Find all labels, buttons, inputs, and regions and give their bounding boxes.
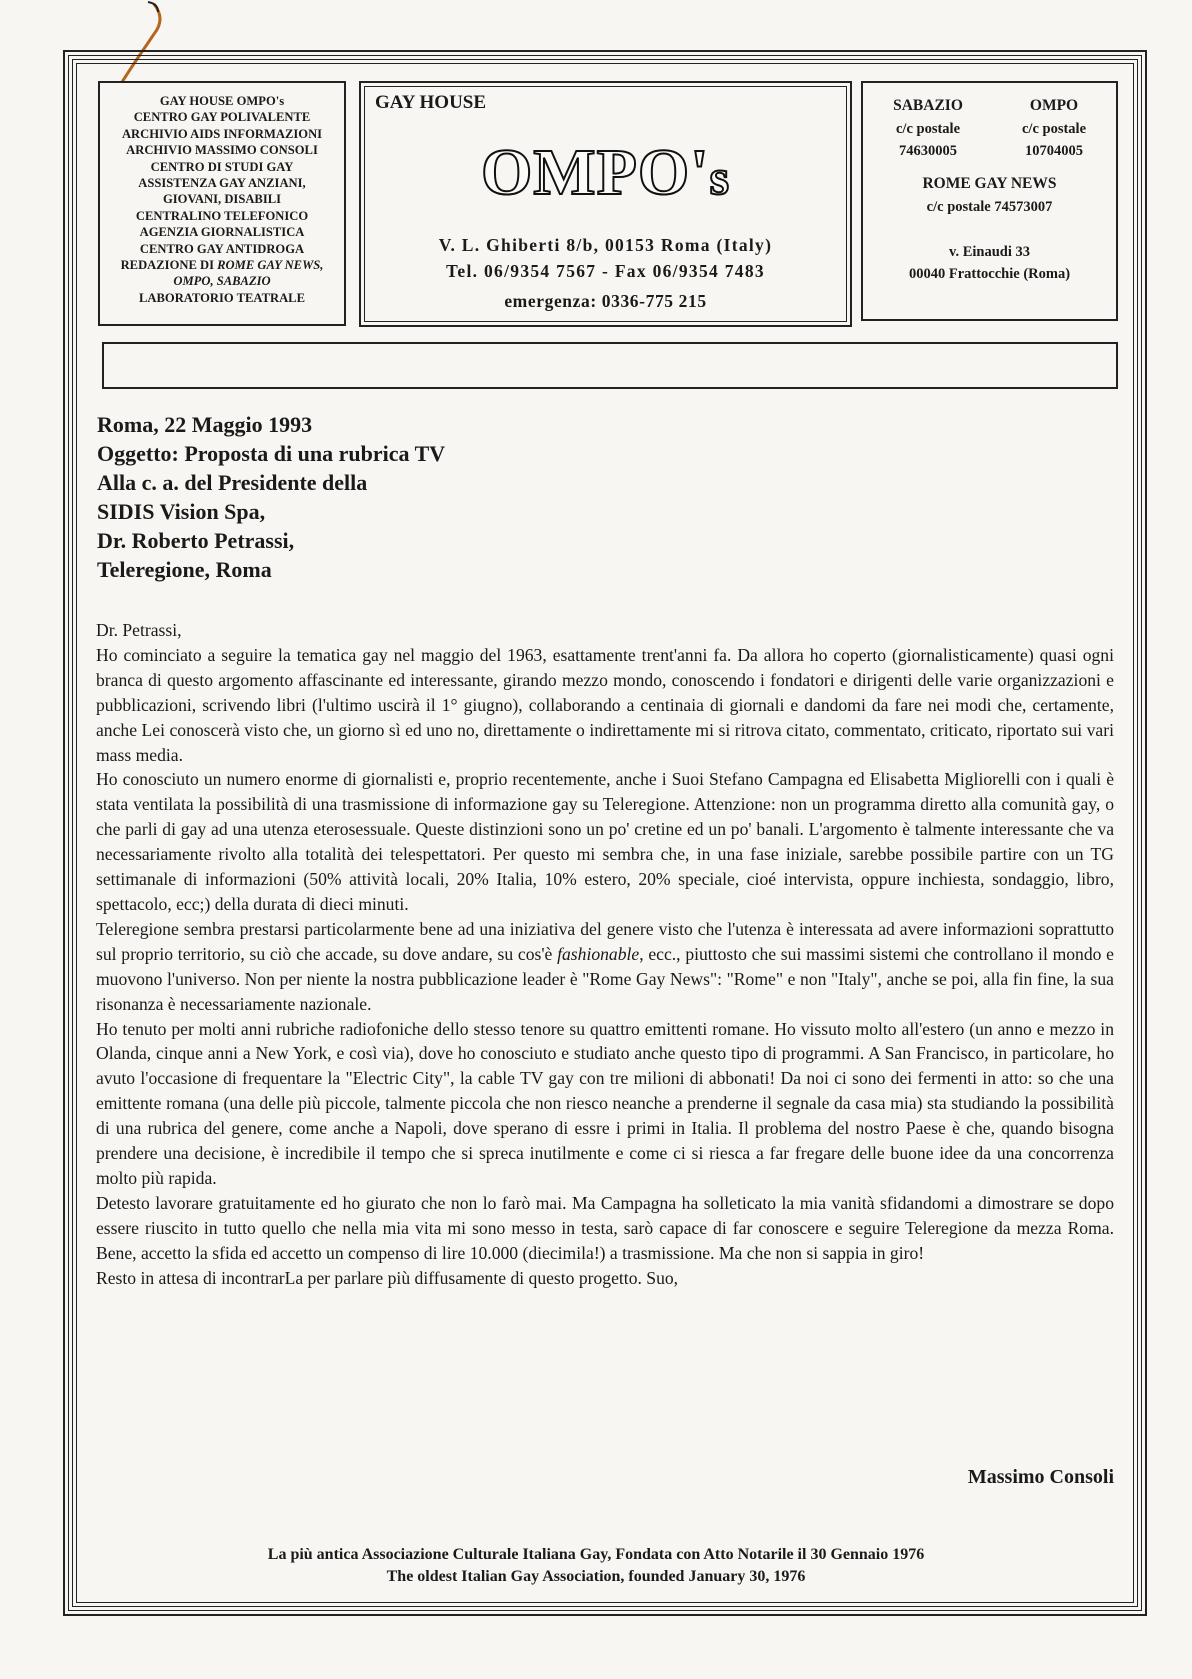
sabazio-title: SABAZIO	[893, 97, 963, 114]
letterhead-address: V. L. Ghiberti 8/b, 00153 Roma (Italy)	[438, 235, 773, 255]
service-line: ASSISTENZA GAY ANZIANI,	[138, 176, 306, 191]
letter-date: Roma, 22 Maggio 1993	[97, 412, 313, 437]
footer-english: The oldest Italian Gay Association, founded January 30, 1976	[386, 1568, 806, 1585]
signature: Massimo Consoli	[967, 1466, 1114, 1488]
letterhead-label: GAY HOUSE	[375, 92, 487, 113]
sabazio-number: 74630005	[899, 143, 957, 159]
service-line: CENTRALINO TELEFONICO	[135, 208, 309, 223]
letter-attn: Alla c. a. del Presidente della	[97, 470, 368, 495]
paragraph: Detesto lavorare gratuitamente ed ho giurato che non lo farò mai. Ma Campagna ha solleticato la mia vanità sfidandomi a dimostrare se dopo essere riuscito in tutto quello che nella mia vita mi sono messo in testa, sarò capace di far conoscere e seguire Teleregione da mezza Roma. Bene, accetto la sfida ed accetto un compenso di lire 10.000 (diecimila!) a trasmissione. Ma che non si sappia in giro!	[96, 1192, 1114, 1263]
accounts-box	[861, 81, 1118, 321]
blank-field-box	[102, 342, 1118, 389]
service-line: ARCHIVIO MASSIMO CONSOLI	[126, 143, 318, 158]
accounts-city: 00040 Frattocchie (Roma)	[908, 266, 1071, 282]
paragraph: Ho tenuto per molti anni rubriche radiofoniche dello stesso tenore su quattro emittenti romane. Ho vissuto molto all'estero (un anno e mezzo in Olanda, cinque anni a New York, e così via), dove ho conosciuto e studiato anche questo tipo di programmi. A San Francisco, in particolare, ho avuto l'occasione di frequentare la "Electric City", la cable TV gay con tre milioni di abbonati! Da noi ci sono dei fermenti in atto: so che una emittente romana (una delle più piccole, talmente piccola che non riesco neanche a prenderne il segnale da casa mia) sta studiando la possibilità di una rubrica del genere, come anche a Napoli, dove sperano di essre i primi in Italia. Il problema del nostro Paese è che, quando bisogna prendere una decisione, è incredibile il tempo che si spreca inutilmente e come ci si riesca a far fregare delle buone idee da una concorrenza molto più rapida.	[96, 1018, 1114, 1188]
service-line: CENTRO GAY POLIVALENTE	[133, 110, 311, 125]
ompo-logo: OMPO's	[480, 136, 731, 209]
ompo-number: 10704005	[1025, 143, 1083, 159]
sabazio-label: c/c postale	[895, 121, 961, 137]
paragraph: Ho cominciato a seguire la tematica gay nel maggio del 1963, esattamente trent'anni fa. Da allora ho coperto (giornalisticamente) quasi ogni branca di questo argomento affascinante ed interessante, girando mezzo mondo, conoscendo i fondatori e dirigenti delle varie organizzazioni e pubblicazioni, scrivendo libri (l'ultimo uscirà il 1° giugno), collaborando a centinaia di giornali e dandomi da fare nei modi che, certamente, anche Lei conoscerà visto che, un giorno sì ed uno no, direttamente o indirettamente mi si ritrova citato, commentato, criticato, riportato sui vari mass media.	[96, 644, 1114, 765]
rgn-title: ROME GAY NEWS	[922, 175, 1057, 192]
service-line: GAY HOUSE OMPO's	[159, 94, 285, 108]
rgn-account: c/c postale 74573007	[926, 199, 1053, 215]
service-line: CENTRO DI STUDI GAY	[150, 159, 294, 174]
letter-company: SIDIS Vision Spa,	[97, 499, 266, 524]
service-line: ARCHIVIO AIDS INFORMAZIONI	[121, 126, 323, 141]
service-line-redazione: REDAZIONE DI ROME GAY NEWS,	[120, 258, 324, 273]
letter-header	[97, 410, 445, 584]
footer-italian: La più antica Associazione Culturale Italiana Gay, Fondata con Atto Notarile il 30 Gennaio 1976	[267, 1546, 925, 1563]
service-line: LABORATORIO TEATRALE	[139, 290, 305, 305]
letter-recipient: Dr. Roberto Petrassi,	[97, 528, 295, 553]
letter-place: Teleregione, Roma	[97, 557, 272, 582]
services-box	[98, 81, 346, 326]
paragraph: Resto in attesa di incontrarLa per parlare più diffusamente di questo progetto. Suo,	[96, 1267, 679, 1288]
letterhead-emergency: emergenza: 0336-775 215	[504, 291, 707, 311]
ompo-title: OMPO	[1029, 97, 1079, 114]
footer	[0, 1544, 1192, 1588]
service-line: CENTRO GAY ANTIDROGA	[139, 241, 305, 256]
letter-body	[96, 618, 1114, 1290]
letterhead-phone: Tel. 06/9354 7567 - Fax 06/9354 7483	[446, 261, 765, 281]
service-line-italic: OMPO, SABAZIO	[173, 274, 271, 289]
letter-subject: Oggetto: Proposta di una rubrica TV	[97, 441, 446, 466]
letterhead-box	[364, 86, 847, 322]
accounts-street: v. Einaudi 33	[949, 244, 1030, 260]
ompo-label: c/c postale	[1021, 121, 1087, 137]
service-line: GIOVANI, DISABILI	[162, 192, 282, 207]
paragraph: Teleregione sembra prestarsi particolarmente bene ad una iniziativa del genere visto che l'utenza è interessata ad avere informazioni soprattutto sul proprio territorio, su ciò che accade, su dove andare, su cos'è fashionable, ecc., piuttosto che sui massimi sistemi che controllano il mondo e muovono l'universo. Non per niente la nostra pubblicazione leader è "Rome Gay News": "Rome" e non "Italy", anche se poi, alla fin fine, la sua risonanza è necessariamente nazionale.	[96, 918, 1114, 1014]
service-line: AGENZIA GIORNALISTICA	[139, 225, 305, 240]
paragraph: Ho conosciuto un numero enorme di giornalisti e, proprio recentemente, anche i Suoi Stefano Campagna ed Elisabetta Migliorelli con i quali è stata ventilata la possibilità di una trasmissione di informazione gay su Teleregione. Attenzione: non un programma diretto alla comunità gay, o che parli di gay ad una utenza eterosessuale. Queste distinzioni sono un po' cretine ed un po' banali. L'argomento è talmente interessante che va necessariamente rivolto alla totalità dei telespettatori. Per questo mi sembra che, in una fase iniziale, sarebbe possibile partire con un TG settimanale di informazioni (50% attività locali, 20% Italia, 10% estero, 20% speciale, cioé intervista, oppure inchiesta, sondaggio, libro, spettacolo, ecc;) della durata di dieci minuti.	[96, 769, 1114, 914]
salutation: Dr. Petrassi,	[96, 620, 182, 640]
